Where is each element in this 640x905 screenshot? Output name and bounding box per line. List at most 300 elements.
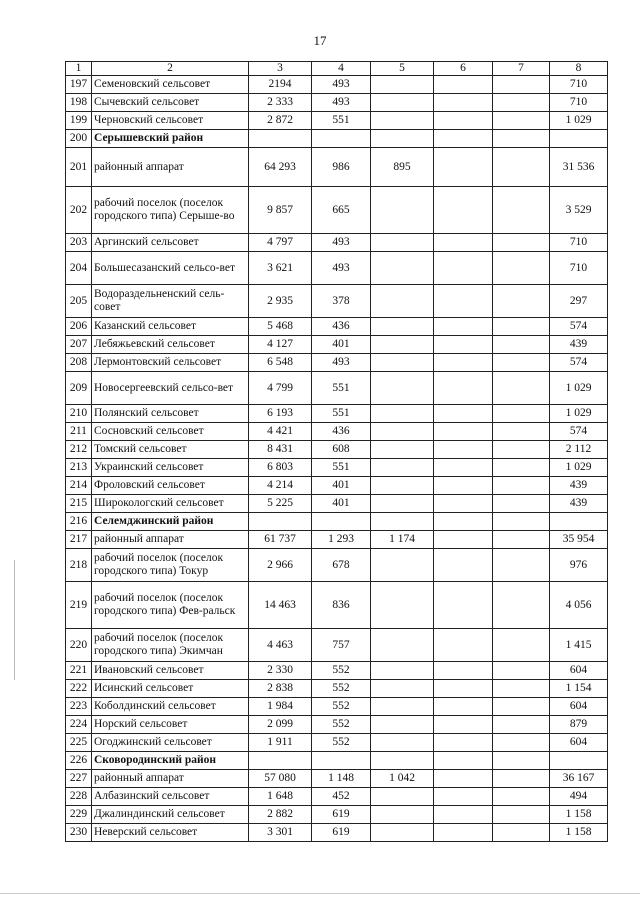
value-col-3: 3 621 — [249, 252, 312, 285]
value-col-7 — [493, 495, 550, 513]
row-name: рабочий поселок (поселок городского типа) Экимчан — [92, 629, 249, 662]
value-col-5 — [371, 629, 434, 662]
value-col-4: 619 — [312, 824, 371, 842]
value-col-4: 757 — [312, 629, 371, 662]
value-col-7 — [493, 629, 550, 662]
row-number: 225 — [66, 734, 92, 752]
value-col-3: 4 797 — [249, 234, 312, 252]
value-col-3: 14 463 — [249, 582, 312, 629]
row-name: Казанский сельсовет — [92, 318, 249, 336]
table-row — [66, 336, 608, 354]
value-col-8 — [550, 513, 608, 531]
value-col-5 — [371, 441, 434, 459]
value-col-8: 976 — [550, 549, 608, 582]
value-col-7 — [493, 112, 550, 130]
value-col-5 — [371, 549, 434, 582]
value-col-3: 2 966 — [249, 549, 312, 582]
value-col-5 — [371, 459, 434, 477]
value-col-7 — [493, 788, 550, 806]
table-row — [66, 531, 608, 549]
row-number: 222 — [66, 680, 92, 698]
table-row — [66, 318, 608, 336]
row-name: Большесазанский сельсо-вет — [92, 252, 249, 285]
value-col-6 — [434, 94, 493, 112]
row-number: 198 — [66, 94, 92, 112]
row-name: районный аппарат — [92, 148, 249, 187]
table-row — [66, 549, 608, 582]
value-col-4 — [312, 130, 371, 148]
value-col-6 — [434, 770, 493, 788]
value-col-8: 1 415 — [550, 629, 608, 662]
value-col-3: 64 293 — [249, 148, 312, 187]
value-col-3: 2 330 — [249, 662, 312, 680]
value-col-6 — [434, 354, 493, 372]
value-col-7 — [493, 531, 550, 549]
value-col-6 — [434, 423, 493, 441]
value-col-3: 8 431 — [249, 441, 312, 459]
value-col-3: 1 984 — [249, 698, 312, 716]
value-col-4: 608 — [312, 441, 371, 459]
row-name: Ивановский сельсовет — [92, 662, 249, 680]
value-col-5 — [371, 752, 434, 770]
value-col-7 — [493, 582, 550, 629]
value-col-4: 665 — [312, 187, 371, 234]
value-col-5 — [371, 734, 434, 752]
value-col-8: 35 954 — [550, 531, 608, 549]
value-col-6 — [434, 698, 493, 716]
value-col-8: 31 536 — [550, 148, 608, 187]
row-name: Фроловский сельсовет — [92, 477, 249, 495]
row-number: 223 — [66, 698, 92, 716]
column-header: 7 — [493, 62, 550, 76]
row-number: 226 — [66, 752, 92, 770]
value-col-6 — [434, 549, 493, 582]
table-row — [66, 441, 608, 459]
value-col-8: 36 167 — [550, 770, 608, 788]
value-col-4: 493 — [312, 234, 371, 252]
column-header: 1 — [66, 62, 92, 76]
value-col-6 — [434, 495, 493, 513]
value-col-3: 2 099 — [249, 716, 312, 734]
row-name: Норский сельсовет — [92, 716, 249, 734]
row-name: районный аппарат — [92, 770, 249, 788]
row-number: 219 — [66, 582, 92, 629]
row-number: 204 — [66, 252, 92, 285]
value-col-3: 6 803 — [249, 459, 312, 477]
row-number: 197 — [66, 76, 92, 94]
column-header-row — [66, 62, 608, 76]
page-number: 17 — [313, 33, 327, 48]
value-col-4: 986 — [312, 148, 371, 187]
value-col-7 — [493, 318, 550, 336]
value-col-8: 1 158 — [550, 806, 608, 824]
value-col-3: 2 333 — [249, 94, 312, 112]
value-col-5 — [371, 76, 434, 94]
value-col-8: 574 — [550, 423, 608, 441]
value-col-7 — [493, 336, 550, 354]
value-col-5: 1 042 — [371, 770, 434, 788]
value-col-4: 1 148 — [312, 770, 371, 788]
value-col-8: 710 — [550, 234, 608, 252]
value-col-5: 1 174 — [371, 531, 434, 549]
value-col-5: 895 — [371, 148, 434, 187]
value-col-5 — [371, 716, 434, 734]
value-col-8: 574 — [550, 354, 608, 372]
value-col-5 — [371, 234, 434, 252]
value-col-7 — [493, 680, 550, 698]
value-col-5 — [371, 698, 434, 716]
value-col-4: 551 — [312, 372, 371, 405]
value-col-7 — [493, 252, 550, 285]
value-col-7 — [493, 716, 550, 734]
table-row — [66, 662, 608, 680]
value-col-4: 493 — [312, 354, 371, 372]
row-name: Огоджинский сельсовет — [92, 734, 249, 752]
value-col-8: 1 029 — [550, 372, 608, 405]
row-number: 205 — [66, 285, 92, 318]
row-name: Коболдинский сельсовет — [92, 698, 249, 716]
row-number: 218 — [66, 549, 92, 582]
value-col-8 — [550, 752, 608, 770]
value-col-8: 3 529 — [550, 187, 608, 234]
row-name: Водораздельненский сель-совет — [92, 285, 249, 318]
row-name: Широкологский сельсовет — [92, 495, 249, 513]
value-col-4: 552 — [312, 680, 371, 698]
value-col-4: 551 — [312, 112, 371, 130]
value-col-6 — [434, 459, 493, 477]
value-col-3: 4 421 — [249, 423, 312, 441]
value-col-5 — [371, 187, 434, 234]
value-col-5 — [371, 94, 434, 112]
row-number: 229 — [66, 806, 92, 824]
row-name: Селемджинский район — [92, 513, 249, 531]
value-col-4: 378 — [312, 285, 371, 318]
value-col-5 — [371, 680, 434, 698]
value-col-4: 493 — [312, 252, 371, 285]
value-col-8: 297 — [550, 285, 608, 318]
value-col-8: 1 154 — [550, 680, 608, 698]
value-col-7 — [493, 513, 550, 531]
value-col-8: 604 — [550, 662, 608, 680]
table-row — [66, 112, 608, 130]
row-name: Аргинский сельсовет — [92, 234, 249, 252]
value-col-4: 552 — [312, 734, 371, 752]
value-col-4: 493 — [312, 76, 371, 94]
row-name: Сковородинский район — [92, 752, 249, 770]
value-col-6 — [434, 513, 493, 531]
row-number: 208 — [66, 354, 92, 372]
value-col-8: 494 — [550, 788, 608, 806]
column-header: 8 — [550, 62, 608, 76]
value-col-3: 61 737 — [249, 531, 312, 549]
row-name: Неверский сельсовет — [92, 824, 249, 842]
value-col-3: 1 648 — [249, 788, 312, 806]
value-col-8: 1 158 — [550, 824, 608, 842]
value-col-8: 604 — [550, 698, 608, 716]
row-name: Семеновский сельсовет — [92, 76, 249, 94]
row-number: 207 — [66, 336, 92, 354]
row-number: 220 — [66, 629, 92, 662]
value-col-3: 2 935 — [249, 285, 312, 318]
appropriations-table — [65, 61, 608, 842]
value-col-6 — [434, 336, 493, 354]
row-number: 209 — [66, 372, 92, 405]
row-number: 227 — [66, 770, 92, 788]
row-number: 224 — [66, 716, 92, 734]
row-name: районный аппарат — [92, 531, 249, 549]
value-col-6 — [434, 752, 493, 770]
row-number: 217 — [66, 531, 92, 549]
value-col-8: 604 — [550, 734, 608, 752]
value-col-8: 574 — [550, 318, 608, 336]
row-number: 202 — [66, 187, 92, 234]
row-name: рабочий поселок (поселок городского типа) Серыше-во — [92, 187, 249, 234]
value-col-7 — [493, 752, 550, 770]
table-row — [66, 582, 608, 629]
value-col-6 — [434, 76, 493, 94]
row-number: 216 — [66, 513, 92, 531]
value-col-7 — [493, 423, 550, 441]
value-col-5 — [371, 824, 434, 842]
row-name: Сосновский сельсовет — [92, 423, 249, 441]
row-name: Исинский сельсовет — [92, 680, 249, 698]
value-col-6 — [434, 441, 493, 459]
row-number: 200 — [66, 130, 92, 148]
value-col-5 — [371, 130, 434, 148]
value-col-7 — [493, 824, 550, 842]
value-col-5 — [371, 513, 434, 531]
district-header-row — [66, 130, 608, 148]
value-col-3: 2 838 — [249, 680, 312, 698]
value-col-8: 1 029 — [550, 405, 608, 423]
column-header: 5 — [371, 62, 434, 76]
value-col-7 — [493, 94, 550, 112]
value-col-8: 1 029 — [550, 459, 608, 477]
value-col-4: 552 — [312, 716, 371, 734]
value-col-5 — [371, 336, 434, 354]
value-col-3: 6 548 — [249, 354, 312, 372]
value-col-8: 710 — [550, 94, 608, 112]
value-col-3: 2194 — [249, 76, 312, 94]
value-col-3 — [249, 752, 312, 770]
value-col-7 — [493, 76, 550, 94]
value-col-4: 619 — [312, 806, 371, 824]
value-col-3: 2 872 — [249, 112, 312, 130]
row-name: Черновский сельсовет — [92, 112, 249, 130]
table-row — [66, 680, 608, 698]
value-col-3: 9 857 — [249, 187, 312, 234]
row-name: Серышевский район — [92, 130, 249, 148]
value-col-6 — [434, 824, 493, 842]
value-col-5 — [371, 112, 434, 130]
value-col-4: 401 — [312, 477, 371, 495]
value-col-8: 1 029 — [550, 112, 608, 130]
value-col-3: 4 463 — [249, 629, 312, 662]
table-row — [66, 824, 608, 842]
value-col-4: 436 — [312, 423, 371, 441]
value-col-6 — [434, 680, 493, 698]
value-col-6 — [434, 234, 493, 252]
value-col-5 — [371, 354, 434, 372]
district-header-row — [66, 752, 608, 770]
value-col-7 — [493, 354, 550, 372]
value-col-4: 452 — [312, 788, 371, 806]
value-col-6 — [434, 716, 493, 734]
value-col-4: 551 — [312, 459, 371, 477]
value-col-7 — [493, 285, 550, 318]
value-col-5 — [371, 318, 434, 336]
value-col-6 — [434, 318, 493, 336]
row-number: 211 — [66, 423, 92, 441]
value-col-6 — [434, 582, 493, 629]
value-col-8 — [550, 130, 608, 148]
table-row — [66, 234, 608, 252]
table-row — [66, 405, 608, 423]
column-header: 2 — [92, 62, 249, 76]
value-col-7 — [493, 459, 550, 477]
value-col-7 — [493, 662, 550, 680]
value-col-6 — [434, 662, 493, 680]
value-col-6 — [434, 405, 493, 423]
value-col-3: 5 225 — [249, 495, 312, 513]
row-name: рабочий поселок (поселок городского типа) Токур — [92, 549, 249, 582]
value-col-8: 439 — [550, 495, 608, 513]
scan-edge-mark — [14, 560, 15, 680]
row-number: 201 — [66, 148, 92, 187]
value-col-3: 4 214 — [249, 477, 312, 495]
value-col-7 — [493, 187, 550, 234]
value-col-4: 551 — [312, 405, 371, 423]
row-number: 199 — [66, 112, 92, 130]
row-name: Лебяжьевский сельсовет — [92, 336, 249, 354]
table-row — [66, 76, 608, 94]
row-number: 212 — [66, 441, 92, 459]
table-row — [66, 252, 608, 285]
value-col-5 — [371, 372, 434, 405]
value-col-3: 4 799 — [249, 372, 312, 405]
row-number: 213 — [66, 459, 92, 477]
value-col-8: 710 — [550, 76, 608, 94]
value-col-4: 552 — [312, 662, 371, 680]
table-row — [66, 734, 608, 752]
value-col-4 — [312, 513, 371, 531]
row-name: Новосергеевский сельсо-вет — [92, 372, 249, 405]
scan-edge-line — [0, 893, 640, 894]
value-col-6 — [434, 629, 493, 662]
value-col-3: 5 468 — [249, 318, 312, 336]
value-col-3: 6 193 — [249, 405, 312, 423]
district-header-row — [66, 513, 608, 531]
value-col-7 — [493, 698, 550, 716]
value-col-5 — [371, 405, 434, 423]
row-number: 203 — [66, 234, 92, 252]
table-row — [66, 477, 608, 495]
value-col-6 — [434, 130, 493, 148]
value-col-4: 678 — [312, 549, 371, 582]
value-col-6 — [434, 285, 493, 318]
value-col-6 — [434, 148, 493, 187]
value-col-6 — [434, 734, 493, 752]
value-col-8: 439 — [550, 336, 608, 354]
value-col-3 — [249, 130, 312, 148]
table-row — [66, 187, 608, 234]
table-row — [66, 788, 608, 806]
value-col-3: 1 911 — [249, 734, 312, 752]
value-col-3: 2 882 — [249, 806, 312, 824]
value-col-8: 2 112 — [550, 441, 608, 459]
row-name: Украинский сельсовет — [92, 459, 249, 477]
column-header: 4 — [312, 62, 371, 76]
table-row — [66, 94, 608, 112]
table-row — [66, 806, 608, 824]
table-row — [66, 459, 608, 477]
row-number: 214 — [66, 477, 92, 495]
value-col-5 — [371, 582, 434, 629]
value-col-3: 57 080 — [249, 770, 312, 788]
row-number: 230 — [66, 824, 92, 842]
table-row — [66, 716, 608, 734]
value-col-4: 493 — [312, 94, 371, 112]
value-col-5 — [371, 806, 434, 824]
table-row — [66, 423, 608, 441]
value-col-5 — [371, 423, 434, 441]
value-col-7 — [493, 405, 550, 423]
value-col-4: 401 — [312, 495, 371, 513]
table-row — [66, 285, 608, 318]
value-col-8: 879 — [550, 716, 608, 734]
table-row — [66, 629, 608, 662]
row-name: Полянский сельсовет — [92, 405, 249, 423]
value-col-7 — [493, 549, 550, 582]
value-col-6 — [434, 788, 493, 806]
value-col-6 — [434, 112, 493, 130]
value-col-7 — [493, 234, 550, 252]
row-name: Джалиндинский сельсовет — [92, 806, 249, 824]
value-col-6 — [434, 252, 493, 285]
row-number: 228 — [66, 788, 92, 806]
column-header: 3 — [249, 62, 312, 76]
value-col-3: 4 127 — [249, 336, 312, 354]
value-col-6 — [434, 806, 493, 824]
value-col-3: 3 301 — [249, 824, 312, 842]
value-col-5 — [371, 477, 434, 495]
table-row — [66, 148, 608, 187]
value-col-8: 439 — [550, 477, 608, 495]
value-col-4: 1 293 — [312, 531, 371, 549]
value-col-5 — [371, 285, 434, 318]
value-col-7 — [493, 477, 550, 495]
table-row — [66, 372, 608, 405]
value-col-5 — [371, 495, 434, 513]
value-col-7 — [493, 148, 550, 187]
row-number: 206 — [66, 318, 92, 336]
value-col-5 — [371, 662, 434, 680]
value-col-6 — [434, 187, 493, 234]
row-name: Сычевский сельсовет — [92, 94, 249, 112]
value-col-7 — [493, 734, 550, 752]
table-row — [66, 698, 608, 716]
value-col-7 — [493, 770, 550, 788]
value-col-6 — [434, 477, 493, 495]
table-row — [66, 770, 608, 788]
column-header: 6 — [434, 62, 493, 76]
row-name: рабочий поселок (поселок городского типа) Фев-ральск — [92, 582, 249, 629]
value-col-4: 401 — [312, 336, 371, 354]
value-col-8: 710 — [550, 252, 608, 285]
value-col-8: 4 056 — [550, 582, 608, 629]
row-name: Лермонтовский сельсовет — [92, 354, 249, 372]
value-col-7 — [493, 372, 550, 405]
